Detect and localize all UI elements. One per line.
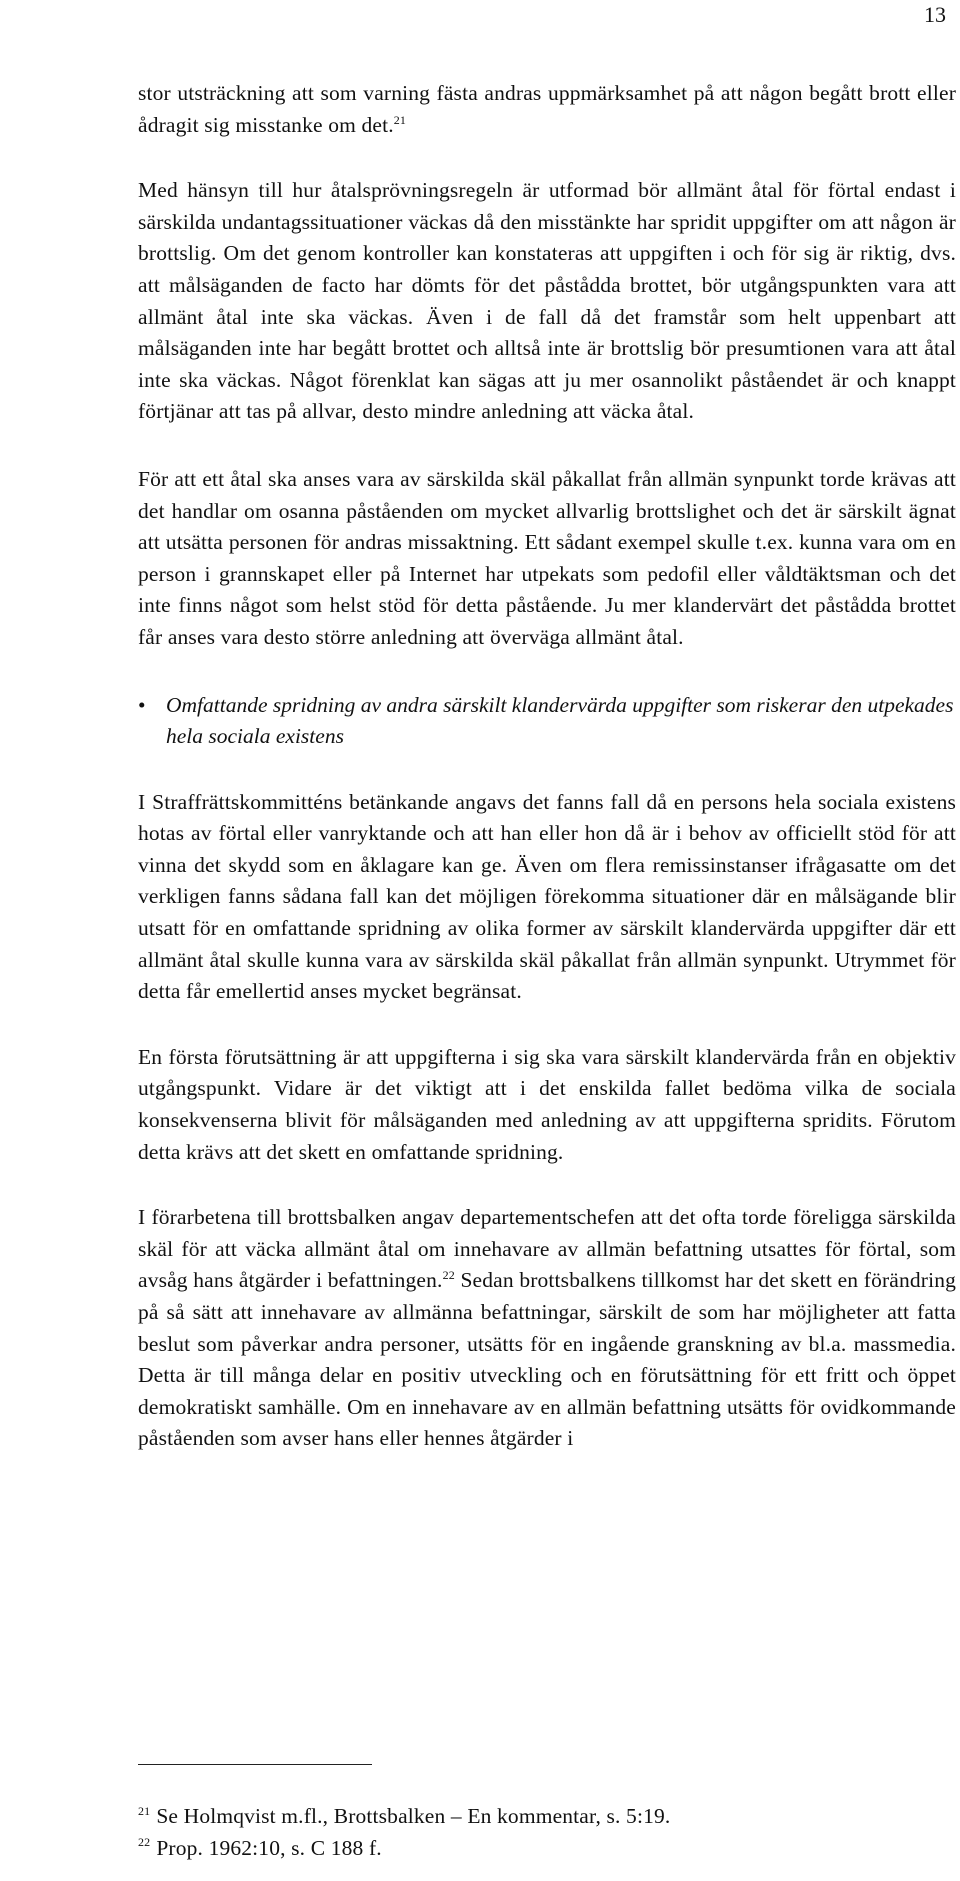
- paragraph-4: I Straffrättskommitténs betänkande angavs det fanns fall då en persons hela sociala existens hotas av förtal eller vanryktande och att han eller hon då är i behov av officiellt stöd för att vinna det skydd som en åklagare kan ge. Även om flera remissinstanser ifrågasatte om det verkligen fanns sådana fall kan det möjligen förekomma situationer där en målsägande blir utsatt för en omfattande spridning av olika former av särskilt klandervärda uppgifter där ett allmänt åtal skulle kunna vara av särskilda skäl påkallat från allmän synpunkt. Utrymmet för detta får emellertid anses mycket begränsat.: [138, 789, 956, 1004]
- footnote-21: [138, 1801, 956, 1833]
- paragraph-5: En första förutsättning är att uppgifterna i sig ska vara särskilt klandervärda från en objektiv utgångspunkt. Vidare är det viktigt att i det enskilda fallet bedöma vilka de sociala konsekvenserna blivit för målsäganden med anledning av att uppgifterna spridits. Förutom detta krävs att det skett en omfattande spridning.: [138, 1044, 956, 1164]
- bullet-heading-text: Omfattande spridning av andra särskilt klandervärda uppgifter som riskerar den utpekades hela sociala existens: [166, 692, 954, 749]
- footnote-number: 21: [138, 1803, 151, 1818]
- footnote-ref-22: 22: [442, 1268, 455, 1283]
- bullet-heading: [138, 690, 956, 753]
- footnote-number: 22: [138, 1835, 151, 1850]
- main-text: [138, 78, 956, 1455]
- paragraph-3: För att ett åtal ska anses vara av särskilda skäl påkallat från allmän synpunkt torde krävas att det handlar om osanna påståenden om mycket allvarlig brottslighet och det är särskilt ägnat att utsätta personen för andras missaktning. Ett sådant exempel skulle t.ex. kunna vara om en person i grannskapet eller på Internet har utpekats som pedofil eller våldtäktsman och det inte finns något som helst stöd för detta påstående. Ju mer klandervärt det påstådda brottet får anses vara desto större anledning att överväga allmänt åtal.: [138, 466, 956, 649]
- paragraph-2: Med hänsyn till hur åtalsprövningsregeln är utformad bör allmänt åtal för förtal endast i särskilda undantagssituationer väckas då den misstänkte har spridit uppgifter om att någon är brottslig. Om det genom kontroller kan konstateras att uppgiften i och för sig är riktig, dvs. att målsäganden de facto har dömts för det påstådda brottet, bör utgångspunkten vara att allmänt åtal inte ska väckas. Även i de fall då det framstår som helt uppenbart att målsäganden inte har begått brottet och alltså inte är brottslig bör presumtionen vara att åtal inte ska väckas. Något förenklat kan sägas att ju mer osannolikt påståendet är och knappt förtjänar att tas på allvar, desto mindre anledning att väcka åtal.: [138, 178, 956, 424]
- footnote-22: [138, 1833, 956, 1865]
- paragraph-6-text-a: I förarbetena till brottsbalken angav departementschefen att det ofta torde föreligga särskilda skäl för att väcka allmänt åtal om innehavare av allmän befattning utsattes för förtal, som avsåg hans åtgärder i befattningen.: [138, 1205, 956, 1293]
- paragraph-1: [138, 78, 956, 141]
- paragraph-1-text: stor utsträckning att som varning fästa andras uppmärksamhet på att någon begått brott eller ådragit sig misstanke om det.: [138, 81, 956, 137]
- paragraph-6-text-b: Sedan brottsbalkens tillkomst har det skett en förändring på så sätt att innehavare av allmänna befattningar, särskilt de som har möjligheter att fatta beslut som påverkar andra personer, utsätts för en ingående granskning av bl.a. massmedia. Detta är till många delar en positiv utveckling och en förutsättning för ett fritt och öppet demokratiskt samhälle. Om en innehavare av en allmän befattning utsätts för ovidkommande påståenden som avser hans eller hennes åtgärder i: [138, 1268, 957, 1451]
- footnotes: [138, 1801, 956, 1864]
- footnote-divider: [138, 1764, 372, 1765]
- bullet-marker: •: [138, 692, 146, 717]
- footnote-text: Se Holmqvist m.fl., Brottsbalken – En kommentar, s. 5:19.: [156, 1804, 671, 1828]
- paragraph-6: [138, 1202, 956, 1455]
- footnote-ref-21: 21: [393, 112, 407, 127]
- footnote-text: Prop. 1962:10, s. C 188 f.: [156, 1835, 382, 1860]
- page-number: 13: [924, 2, 946, 27]
